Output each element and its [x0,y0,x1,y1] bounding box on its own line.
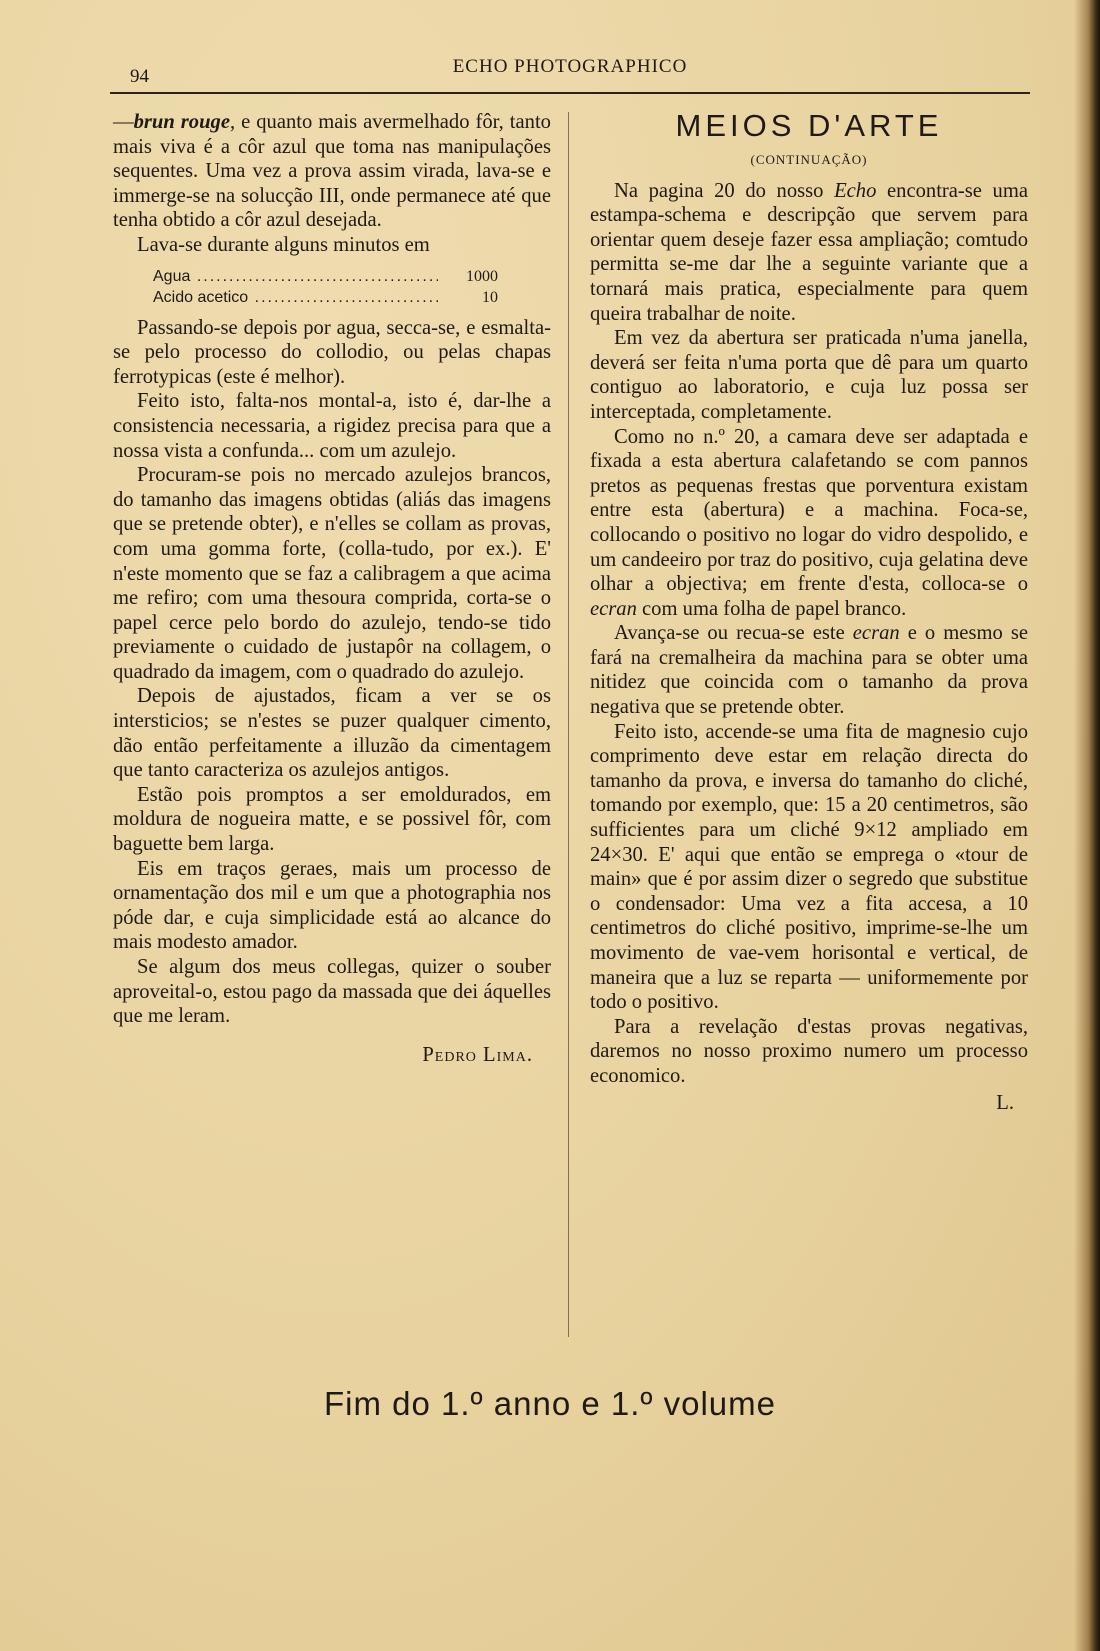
paragraph: Depois de ajustados, ficam a ver se os intersticios; se n'estes se puzer qualquer cimento, dão então perfeitamente a illuzão da cimentagem que tanto caracteriza os azulejos antigos. [113,685,551,782]
recipe-table [153,266,551,308]
recipe-ingredient: Agua ..... [153,266,438,287]
section-subtitle: (CONTINUAÇÃO) [750,152,868,167]
recipe-ingredient: Acido acetico ..... [153,287,438,308]
paragraph: —brun rouge, e quanto mais avermelhado fôr, tanto mais viva é a côr azul que toma nas manipulações sequentes. Uma vez a prova assim virada, lava-se e immerge-se na solucção III, onde permanece até que tenha obtido a côr azul desejada. [113,111,551,232]
paragraph: Na pagina 20 do nosso Echo encontra-se uma estampa-schema e descripção que servem para orientar quem deseje fazer essa ampliação; comtudo permitta se-me dar lhe a seguinte variante que a tornará mais pratica, especialmente para quem queira trabalhar de noite. [590,179,1028,325]
paragraph: Eis em traços geraes, mais um processo de ornamentação dos mil e um que a photographia nos póde dar, e cuja simplicidade está ao alcance do mais modesto amador. [113,857,551,954]
right-column [590,110,1028,1115]
italic-term: ecran [852,622,900,645]
paragraph: Se algum dos meus collegas, quizer o souber aproveital-o, estou pago da massada que dei áquelles que me leram. [113,956,551,1028]
paragraph: Passando-se depois por agua, secca-se, e esmalta-se pelo processo do collodio, ou pelas chapas ferrotypicas (este é melhor). [113,316,551,388]
italic-term: Echo [834,179,877,202]
paragraph: Em vez da abertura ser praticada n'uma janella, deverá ser feita n'uma porta que dê para um quarto contiguo ao laboratorio, e cuja luz possa ser interceptada, completamente. [590,327,1028,423]
paragraph: Estão pois promptos a ser emoldurados, em moldura de nogueira matte, e se possivel fôr, com baguette bem larga. [113,783,551,856]
paragraph: Para a revelação d'estas provas negativas, daremos no nosso proximo numero um processo economico. [590,1015,1028,1087]
paragraph: Feito isto, falta-nos montal-a, isto é, dar-lhe a consistencia necessaria, a rigidez precisa para que a nossa vista a confunda... com um azulejo. [113,390,551,462]
page-number: 94 [130,66,149,87]
paragraph: Avança-se ou recua-se este ecran e o mesmo se fará na cremalheira da machina para se obter uma nitidez que coincida com o tamanho da prova negativa que se pretende obter. [590,622,1028,719]
left-column [113,110,551,1067]
page-header [110,52,1030,94]
recipe-row [153,287,498,308]
column-divider [568,112,569,1337]
paragraph: Feito isto, accende-se uma fita de magnesio cujo comprimento deve estar em relação directa do tamanho da prova, e inversa do tamanho do cliché, tomando por exemplo, que: 15 a 20 centimetros, são sufficientes para um cliché 9×12 ampliado em 24×30. E' aqui que então se emprega o «tour de main» que é por assim dizer o segredo que substitue o condensador: Uma vez a fita accesa, a 10 centimetros do cliché positivo, imprime-se-lhe um movimento de vae-vem horisontal e vertical, de maneira que a luz se reparta — uniformemente por todo o positivo. [590,720,1028,1014]
recipe-row [153,266,498,287]
running-title: ECHO PHOTOGRAPHICO [452,56,688,77]
italic-term: brun rouge [133,111,230,133]
recipe-quantity: 10 [482,288,498,306]
paragraph: Lava-se durante alguns minutos em [137,233,430,256]
section-title: MEIOS D'ARTE [675,108,943,143]
italic-term: ecran [590,597,637,620]
colophon: Fim do 1.º anno e 1.º volume [324,1385,776,1422]
paragraph: Procuram-se pois no mercado azulejos brancos, do tamanho das imagens obtidas (aliás das imagens que se pretende obter), e n'elles se collam as provas, com uma gomma forte, (colla-tudo, por ex.). E' n'este momento que se faz a calibragem a que acima me refiro; com uma thesoura comprida, corta-se o papel cerce pelo bordo do azulejo, tendo-se tido previamente o cuidado de justapôr na collagem, o quadrado da imagem, com o quadrado do azulejo. [113,464,551,683]
recipe-quantity: 1000 [466,267,498,285]
author-signature: Pedro Lima. [422,1043,533,1066]
author-signature: L. [996,1091,1014,1114]
paragraph: Como no n.º 20, a camara deve ser adaptada e fixada a esta abertura calafetando se com pannos pretos as pequenas frestas que porventura existam entre esta (abertura) e a machina. Foca-se, collocando o positivo no logar do vidro despolido, e um candeeiro por traz do positivo, cuja gelatina deve olhar a objectiva; em frente d'esta, colloca-se o ecran com uma folha de papel branco. [590,425,1028,620]
